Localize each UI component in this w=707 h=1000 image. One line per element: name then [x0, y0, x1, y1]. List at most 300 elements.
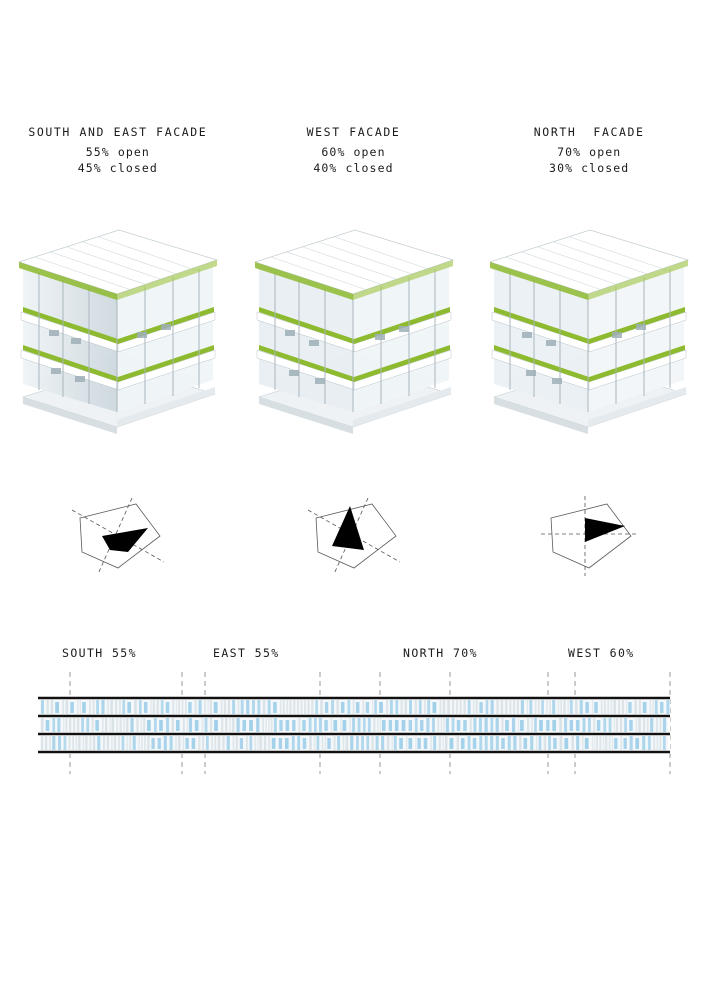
- elevation-mullion: [420, 720, 423, 731]
- elevation-mullion: [331, 718, 333, 732]
- elevation-mullion: [116, 718, 118, 732]
- elevation-mullion: [456, 700, 458, 714]
- elevation-mullion: [214, 702, 218, 713]
- elevation-mullion: [650, 700, 652, 714]
- elevation-mullion: [402, 720, 406, 731]
- elevation-mullion: [505, 720, 509, 731]
- elevation-mullion: [576, 736, 579, 750]
- elevation-mullion: [628, 702, 631, 713]
- elevation-mullion: [139, 700, 142, 714]
- elevation-mullion: [185, 700, 187, 714]
- elevation-mullion: [112, 718, 115, 732]
- elevation-mullion: [634, 700, 636, 714]
- elevation-mullion: [490, 736, 493, 750]
- elevation-mullion: [452, 700, 454, 714]
- elevation-mullion: [280, 700, 282, 714]
- elevation-mullion: [183, 736, 185, 750]
- elevation-mullion: [246, 736, 248, 750]
- elevation-mullion: [624, 718, 627, 732]
- elevation-mullion: [133, 736, 136, 750]
- elevation-mullion: [218, 736, 220, 750]
- elevation-mullion: [176, 720, 180, 731]
- elevation-mullion: [103, 736, 105, 750]
- elevation-mullion: [279, 738, 282, 749]
- elevation-mullion: [272, 738, 276, 749]
- elevation-mullion: [517, 700, 519, 714]
- elevation-mullion: [189, 718, 192, 732]
- elevation-mullion: [182, 700, 184, 714]
- elevation-mullion: [343, 736, 345, 750]
- elevation-mullion: [297, 700, 299, 714]
- elevation-mullion: [512, 718, 515, 732]
- elevation-mullion: [97, 736, 100, 750]
- elevation-mullion: [69, 736, 71, 750]
- elevation-mullion: [222, 736, 224, 750]
- facade-panel-south-east: [0, 125, 236, 176]
- elevation-mullion: [178, 736, 181, 750]
- elevation-mullion: [618, 700, 620, 714]
- elevation-mullion: [211, 736, 213, 750]
- elevation-mullion: [130, 718, 133, 732]
- elevation-mullion: [238, 700, 240, 714]
- elevation-mullion: [599, 736, 601, 750]
- elevation-mullion: [624, 738, 627, 749]
- elevation-mullion: [552, 700, 555, 714]
- elevation-mullion: [322, 736, 324, 750]
- elevation-mullion: [427, 700, 430, 714]
- elevation-mullion: [331, 700, 334, 714]
- elevation-mullion: [166, 702, 170, 713]
- elevation-mullion: [188, 702, 191, 713]
- elevation-mullion: [445, 736, 448, 750]
- elevation-mullion: [491, 700, 494, 714]
- elevation-mullion: [594, 736, 595, 750]
- elevation-mullion: [604, 700, 606, 714]
- elevation-mullion: [390, 700, 393, 714]
- elevation-mullion: [298, 718, 300, 732]
- elevation-mullion: [443, 736, 444, 750]
- elevation-mullion: [601, 700, 603, 714]
- elevation-mullion: [559, 718, 562, 732]
- elevation-mullion: [232, 700, 235, 714]
- elevation-mullion: [77, 700, 78, 714]
- elevation-mullion: [415, 718, 418, 732]
- elevation-mullion: [293, 700, 295, 714]
- elevation-mullion: [663, 736, 666, 750]
- elevation-mullion: [69, 718, 71, 732]
- elevation-mullion: [126, 718, 128, 732]
- elevation-mullion: [206, 736, 209, 750]
- elevation-label-north: NORTH 70%: [403, 646, 478, 660]
- elevation-mullion: [386, 700, 388, 714]
- elevation-mullion: [536, 736, 538, 750]
- elevation-mullion: [371, 736, 373, 750]
- facade-closed-value: 45% closed: [77, 161, 158, 175]
- elevation-mullion: [151, 738, 154, 749]
- elevation-mullion: [301, 700, 303, 714]
- elevation-mullion: [534, 718, 537, 732]
- elevation-mullion: [252, 700, 255, 714]
- elevation-mullion: [585, 702, 589, 713]
- elevation-mullion: [259, 736, 261, 750]
- elevation-mullion: [430, 736, 432, 750]
- elevation-mullion: [199, 700, 202, 714]
- elevation-mullion: [607, 700, 609, 714]
- elevation-mullion: [41, 718, 44, 732]
- elevation-mullion: [521, 700, 524, 714]
- elevation-mullion: [447, 700, 450, 714]
- elevation-mullion: [570, 720, 573, 731]
- elevation-mullion: [268, 736, 270, 750]
- elevation-mullion: [560, 700, 562, 714]
- elevation-mullion: [419, 700, 422, 714]
- elevation-mullion: [629, 720, 632, 731]
- elevation-mullion: [409, 700, 412, 714]
- elevation-mullion: [147, 736, 149, 750]
- elevation-mullion: [286, 720, 290, 731]
- elevation-mullion: [473, 738, 476, 749]
- elevation-mullion: [432, 718, 435, 732]
- elevation-mullion: [513, 700, 515, 714]
- elevation-mullion: [443, 700, 445, 714]
- elevation-mullion: [77, 718, 79, 732]
- elevation-mullion: [485, 718, 488, 732]
- orientation-diagram-west: [294, 490, 414, 582]
- elevation-mullion: [334, 736, 336, 750]
- elevation-mullion: [325, 702, 328, 713]
- elevation-mullion: [233, 736, 235, 750]
- elevation-mullion: [508, 736, 511, 750]
- elevation-mullion: [352, 718, 355, 732]
- elevation-mullion: [76, 736, 77, 750]
- elevation-mullion: [391, 736, 392, 750]
- elevation-mullion: [159, 720, 163, 731]
- orientation-cell-west: [236, 490, 472, 590]
- elevation-mullion: [82, 702, 86, 713]
- elevation-mullion: [341, 702, 345, 713]
- elevation-mullion: [257, 736, 258, 750]
- elevation-mullion: [302, 720, 305, 731]
- elevation-mullion: [154, 718, 157, 732]
- facade-header-row: [0, 125, 707, 176]
- elevation-mullion: [57, 718, 60, 732]
- elevation-mullion: [221, 700, 223, 714]
- elevation-mullion: [366, 736, 369, 750]
- elevation-mullion: [319, 718, 322, 732]
- elevation-mullion: [346, 736, 348, 750]
- elevation-mullion: [64, 736, 67, 750]
- render-cell-north: [471, 212, 707, 462]
- elevation-mullion: [195, 720, 199, 731]
- elevation-mullion: [123, 718, 125, 732]
- elevation-mullion: [41, 700, 44, 714]
- elevation-mullion: [158, 738, 161, 749]
- elevation-mullion: [415, 736, 416, 750]
- elevation-mullion: [279, 720, 282, 731]
- elevation-mullion: [568, 700, 569, 714]
- elevation-mullion: [524, 738, 528, 749]
- elevation-mullion: [372, 700, 373, 714]
- elevation-mullion: [527, 718, 529, 732]
- elevation-mullion: [457, 720, 460, 731]
- elevation-mullion: [127, 736, 129, 750]
- elevation-mullion: [643, 718, 645, 732]
- elevation-mullion: [229, 718, 231, 732]
- elevation-mullion: [311, 700, 313, 714]
- elevation-mullion: [286, 700, 288, 714]
- elevation-mullion: [164, 736, 167, 750]
- elevation-mullion: [479, 702, 482, 713]
- elevation-mullion: [659, 718, 661, 732]
- elevation-mullion: [86, 718, 89, 732]
- elevation-mullion: [460, 700, 462, 714]
- elevation-mullion: [337, 736, 340, 750]
- elevation-mullion: [358, 718, 361, 732]
- elevation-mullion: [373, 718, 375, 732]
- elevation-mullion: [564, 718, 567, 732]
- elevation-mullion: [221, 718, 223, 732]
- elevation-mullion: [614, 738, 617, 749]
- elevation-mullion: [620, 736, 622, 750]
- elevation-mullion: [473, 700, 475, 714]
- elevation-mullion: [486, 700, 489, 714]
- elevation-mullion: [120, 718, 122, 732]
- elevation-mullion: [202, 718, 204, 732]
- elevation-mullion: [513, 736, 516, 750]
- elevation-mullion: [470, 718, 472, 732]
- elevation-mullion: [443, 718, 444, 732]
- elevation-mullion: [433, 702, 437, 713]
- elevation-mullion: [198, 736, 200, 750]
- elevation-mullion: [89, 700, 91, 714]
- elevation-mullion: [95, 720, 99, 731]
- elevation-mullion: [612, 736, 613, 750]
- elevation-mullion: [476, 700, 478, 714]
- elevation-mullion: [185, 738, 188, 749]
- elevation-mullion: [89, 736, 91, 750]
- building-model-south-east: [5, 212, 231, 452]
- elevation-mullion: [285, 738, 289, 749]
- elevation-mullion: [597, 720, 600, 731]
- elevation-mullion: [361, 736, 364, 750]
- elevation-mullion: [457, 736, 459, 750]
- elevation-mullion: [141, 718, 142, 732]
- elevation-mullion: [271, 718, 273, 732]
- elevation-mullion: [336, 700, 338, 714]
- elevation-mullion: [70, 702, 74, 713]
- elevation-mullion: [66, 700, 69, 714]
- elevation-mullion: [356, 736, 359, 750]
- elevation-mullion: [268, 718, 269, 732]
- elevation-mullion: [262, 718, 264, 732]
- elevation-mullion: [356, 702, 359, 713]
- elevation-mullion: [119, 700, 121, 714]
- elevation-mullion: [314, 718, 317, 732]
- elevation-mullion: [303, 738, 307, 749]
- elevation-mullion: [626, 700, 627, 714]
- elevation-mullion: [544, 736, 546, 750]
- elevation-mullion: [552, 720, 556, 731]
- elevation-mullion: [424, 700, 426, 714]
- elevation-mullion: [659, 736, 661, 750]
- elevation-mullion: [144, 702, 148, 713]
- elevation-mullion: [596, 736, 598, 750]
- elevation-mullion: [570, 700, 573, 714]
- elevation-mullion: [333, 720, 337, 731]
- elevation-mullion: [377, 718, 378, 732]
- elevation-mullion: [553, 738, 556, 749]
- elevation-mullion: [52, 718, 55, 732]
- elevation-mullion: [576, 720, 580, 731]
- elevation-mullion: [461, 738, 465, 749]
- elevation-mullion: [638, 718, 641, 732]
- elevation-mullion: [394, 736, 397, 750]
- elevation-mullion: [176, 700, 177, 714]
- elevation-mullion: [214, 736, 216, 750]
- elevation-mullion: [78, 736, 80, 750]
- elevation-mullion: [134, 700, 137, 714]
- elevation-mullion: [387, 736, 390, 750]
- elevation-mullion: [395, 700, 398, 714]
- elevation-mullion: [153, 700, 155, 714]
- elevation-mullion: [571, 736, 574, 750]
- elevation-mullion: [227, 736, 230, 750]
- elevation-mullion: [85, 736, 87, 750]
- elevation-mullion: [535, 700, 537, 714]
- orientation-diagram-north: [529, 490, 649, 582]
- elevation-mullion: [389, 720, 392, 731]
- orientation-cell-north: [471, 490, 707, 590]
- elevation-mullion: [111, 736, 113, 750]
- elevation-mullion: [424, 738, 428, 749]
- elevation-mullion: [585, 738, 589, 749]
- elevation-mullion: [381, 736, 384, 750]
- elevation-mullion: [166, 718, 169, 732]
- elevation-mullion: [102, 718, 104, 732]
- orientation-diagram-row: [0, 490, 707, 590]
- elevation-mullion: [147, 720, 151, 731]
- elevation-mullion: [363, 718, 366, 732]
- elevation-mullion: [463, 720, 466, 731]
- facade-panel-north: [471, 125, 707, 176]
- elevation-mullion: [204, 700, 206, 714]
- elevation-mullion: [297, 736, 300, 750]
- elevation-mullion: [73, 718, 75, 732]
- elevation-mullion: [349, 718, 351, 732]
- elevation-label-south: SOUTH 55%: [62, 646, 137, 660]
- elevation-mullion: [362, 700, 364, 714]
- elevation-mullion: [207, 700, 208, 714]
- elevation-mullion: [440, 700, 442, 714]
- elevation-mullion: [580, 700, 583, 714]
- elevation-mullion: [479, 718, 482, 732]
- elevation-mullion: [496, 700, 498, 714]
- elevation-mullion: [594, 702, 598, 713]
- elevation-mullion: [408, 738, 412, 749]
- elevation-mullion: [353, 700, 355, 714]
- elevation-mullion: [441, 718, 442, 732]
- elevation-mullion: [304, 700, 306, 714]
- elevation-mullion: [172, 700, 174, 714]
- facade-closed-value: 40% closed: [313, 161, 394, 175]
- elevation-mullion: [648, 736, 651, 750]
- elevation-mullion: [546, 720, 549, 731]
- elevation-mullion: [609, 718, 612, 732]
- elevation-mullion: [666, 700, 669, 714]
- elevation-mullion: [501, 700, 503, 714]
- elevation-mullion: [501, 738, 504, 749]
- elevation-mullion: [317, 736, 320, 750]
- elevation-mullion: [348, 700, 351, 714]
- elevation-mullion: [273, 702, 277, 713]
- elevation-mullion: [635, 738, 639, 749]
- elevation-mullion: [210, 700, 212, 714]
- elevation-mullion: [399, 738, 403, 749]
- elevation-mullion: [283, 700, 285, 714]
- elevation-mullion: [417, 738, 420, 749]
- elevation-mullion: [433, 736, 436, 750]
- elevation-mullion: [616, 718, 618, 732]
- facade-title: WEST FACADE: [306, 125, 401, 139]
- elevation-mullion: [46, 720, 50, 731]
- elevation-mullion: [650, 718, 653, 732]
- elevation-mullion: [309, 718, 312, 732]
- elevation-mullion: [205, 718, 208, 732]
- facade-open-value: 70% open: [557, 145, 622, 159]
- elevation-mullion: [530, 736, 533, 750]
- elevation-mullion: [520, 720, 524, 731]
- elevation-mullion: [592, 736, 593, 750]
- elevation-mullion: [496, 718, 499, 732]
- elevation-mullion: [660, 702, 663, 713]
- elevation-mullion: [539, 720, 543, 731]
- elevation-mullion: [437, 718, 439, 732]
- elevation-mullion: [175, 736, 177, 750]
- elevation-mullion: [242, 720, 246, 731]
- elevation-mullion: [652, 700, 653, 714]
- elevation-mullion: [81, 718, 84, 732]
- elevation-mullion: [141, 736, 143, 750]
- elevation-mullion: [122, 700, 125, 714]
- elevation-mullion: [118, 736, 120, 750]
- elevation-mullion: [439, 736, 441, 750]
- elevation-mullion: [343, 720, 347, 731]
- elevation-mullion: [380, 718, 381, 732]
- elevation-mullion: [603, 736, 604, 750]
- elevation-mullion: [643, 702, 647, 713]
- elevation-mullion: [115, 700, 117, 714]
- elevation-mullion: [161, 700, 164, 714]
- elevation-mullion: [136, 718, 138, 732]
- elevation-mullion: [96, 700, 99, 714]
- elevation-mullion: [254, 736, 256, 750]
- elevation-mullion: [401, 700, 403, 714]
- elevation-mullion: [101, 700, 104, 714]
- elevation-mullion: [426, 718, 429, 732]
- elevation-mullion: [55, 702, 59, 713]
- elevation-mullion: [588, 718, 591, 732]
- elevation-mullion: [663, 718, 666, 732]
- elevation-mullion: [202, 736, 204, 750]
- elevation-mullion: [289, 700, 291, 714]
- elevation-mullion: [93, 736, 95, 750]
- elevation-mullion: [183, 718, 185, 732]
- elevation-mullion: [172, 718, 174, 732]
- elevation-mullion: [315, 700, 318, 714]
- elevation-mullion: [265, 718, 267, 732]
- facade-open-value: 60% open: [321, 145, 386, 159]
- elevation-mullion: [241, 700, 244, 714]
